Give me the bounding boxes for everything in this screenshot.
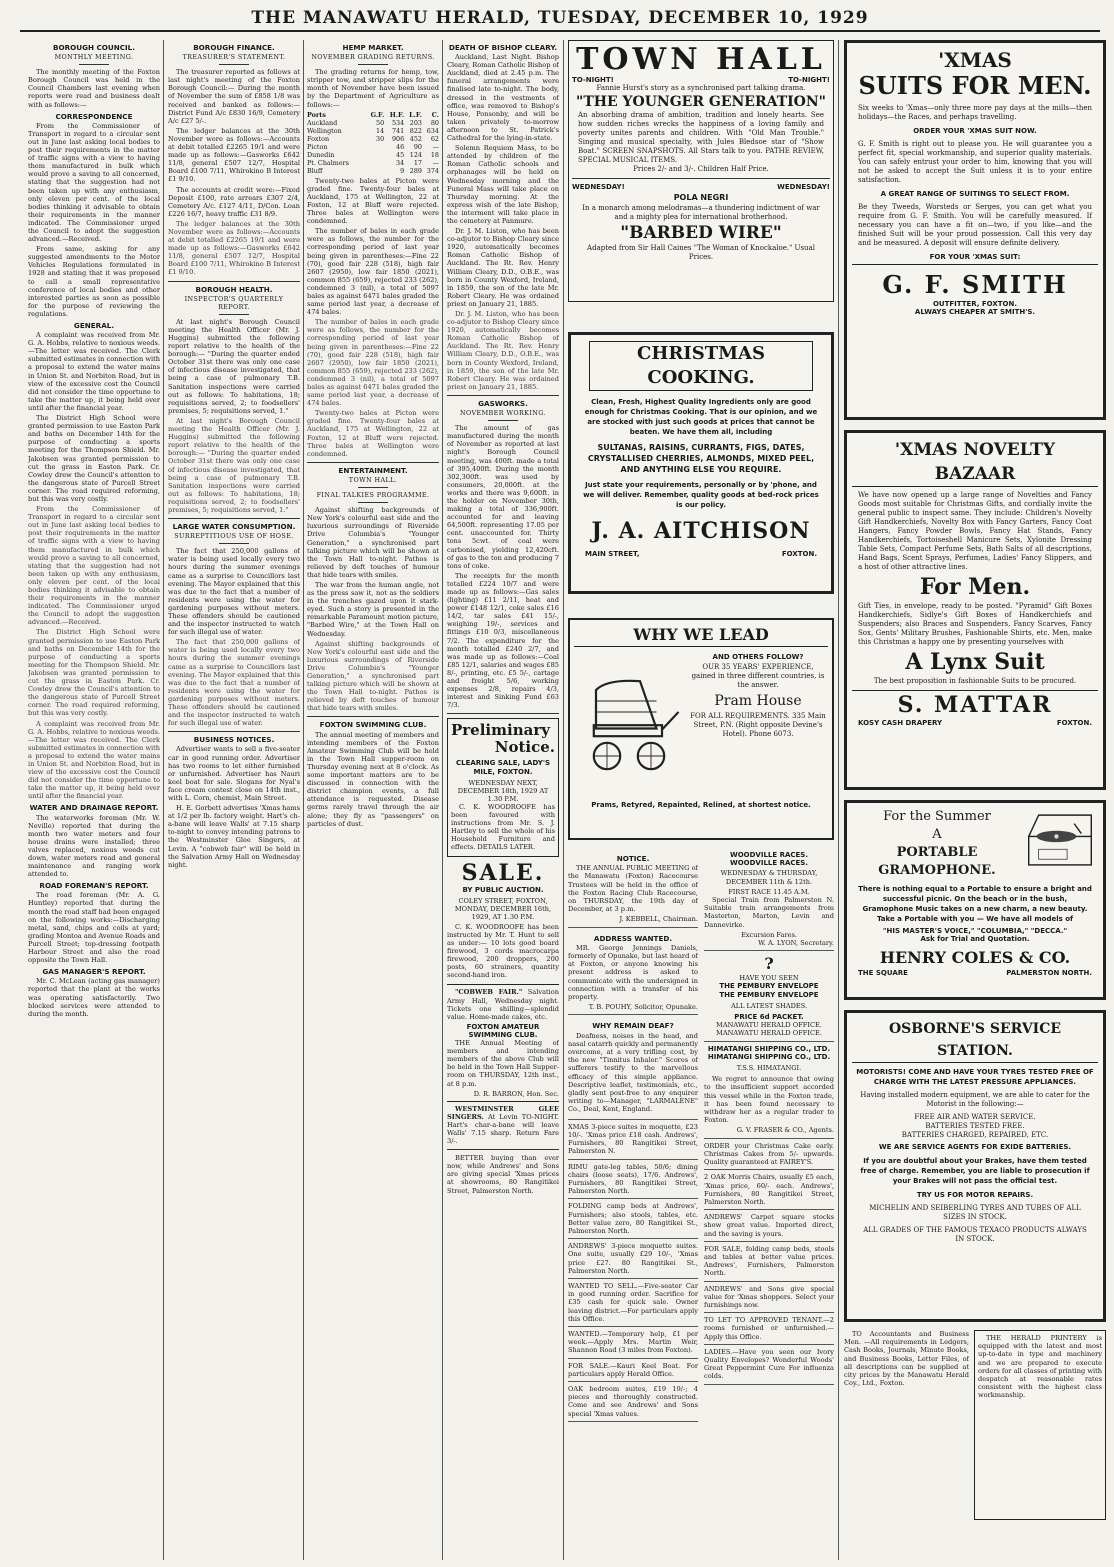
article-paragraph: The monthly meeting of the Foxton Borough Council was held in the Council Chambers last evening when reports were read and business dealt with as follows:— [28, 68, 160, 109]
list-item: WANTED TO SELL.—Five-seater Car in good running order. Sacrifice for £35 cash for quick sale. Owner leaving district.—For particulars apply this Office. [568, 1279, 698, 1327]
notice-body: Deafness, noises in the head, and nasal catarrh quickly and permanently overcome, at a very trifling cost, by the new "Tinnitus Inhaler." Scores of sufferers testify to the marvellous efficacy of this simple appliance. Descriptive leaflet, testimonials, etc., gladly sent post-free to any enquirer writing to—Manager, "LARMALENE" Co., Deal, Kent, England. [568, 1031, 698, 1114]
subhead: NOVEMBER WORKING. [447, 409, 559, 421]
article-paragraph: From same, asking for any suggested amendments to the Motor Vehicles Regulations formulated in 1928 and stating that it was proposed to call a small representative conference of local bodies and other interested parties as soon as possible for the purpose of reviewing the regulations. [28, 245, 160, 318]
film-title: "BARBED WIRE" [620, 223, 782, 243]
ad-service: BATTERIES TESTED FREE. [925, 1122, 1025, 1130]
ad-signature: W. A. LYON, Secretary. [758, 939, 834, 948]
article-paragraph: From the Commissioner of Transport in regard to a circular sent out in June last asking local bodies to post their requirements in the matter of traffic signs with a view to having them manufactured in bulk which would prove a saving to all concerned, stating that the suggestion had not been taken up with any enthusiasm, only eleven per cent. of the local bodies thinking it advisable to obtain their requirements in the manner indicated. The Commissioner urged the Council to adopt the suggestion advanced.—Received. [28, 121, 160, 244]
westminster-ad [447, 1102, 559, 1200]
column-rule [163, 40, 164, 1560]
table-row [307, 143, 439, 151]
article-paragraph: Dr. J. M. Liston, who has been co-adjutor to Bishop Cleary since 1920, automatically becomes Roman Catholic Bishop of Auckland. The Rt. Rev. Henry William Cleary, D.D., O.B.E., was born in County Wexford, Ireland, in 1859, the son of the late Mr. Robert Cleary. He was ordained priest on January 21, 1885. [447, 310, 559, 391]
table-cell: 124 [409, 150, 422, 159]
list-item: LADIES.—Have you seen our Ivory Quality Envelopes? Wonderful Woods' Great Peppermint Cure For influenza colds. [704, 1345, 834, 1385]
table-cell: — [432, 158, 439, 167]
divider [447, 395, 559, 396]
masthead-title: THE MANAWATU HERALD, TUESDAY, DECEMBER 10, 1929 [251, 8, 869, 28]
ad-ask: Ask for Trial and Quotation. [920, 935, 1030, 943]
ad-subtitle: For Men. [919, 574, 1031, 600]
list-item: ORDER your Christmas Cake early. Christmas Cakes from 5/- upwards. Quality guaranteed at FAIREY'S. [704, 1139, 834, 1171]
article-paragraph: Advertiser wants to sell a five-seater car in good running order. Advertiser has two rooms to let either furnished or unfurnished. Advertiser has Nauri keel boat for sale. Slogans for Nyal's face cream contest close on 14th inst., with L. Corn, chemist, Main Street. [168, 745, 300, 802]
column-rule [563, 40, 564, 1560]
subheadline: ROAD FOREMAN'S REPORT. [39, 881, 149, 891]
grading-table [307, 111, 439, 175]
ad-date: WEDNESDAY NEXT, DECEMBER 18th, 1929 AT 1.30 P.M. [457, 778, 549, 803]
ad-name: HENRY COLES & CO. [879, 948, 1071, 967]
film-title: "THE YOUNGER GENERATION" [576, 94, 826, 110]
table-row [307, 127, 439, 135]
list-item: ANDREWS' 3-piece moquette suites. One suite, usually £29 10/-, 'Xmas price £27. 80 Rangitikei St., Palmerston North. [568, 1239, 698, 1279]
table-cell: 289 [409, 166, 422, 175]
table-cell: H.F. [389, 110, 405, 119]
ad-body: C. K. WOODROOFE has been favoured with instructions from Mr. S. J. Hartley to sell the whole of his Household Furniture and effects. DETAILS LATER. [451, 802, 555, 852]
table-cell: 634 [426, 126, 439, 135]
divider [447, 713, 559, 714]
ad-signature: G. V. FRASER & CO., Agents. [736, 1126, 834, 1135]
table-cell: 741 [391, 126, 405, 135]
list-item: TO LET TO APPROVED TENANT.—2 rooms furnished or unfurnished.—Apply this Office. [704, 1313, 834, 1345]
ad-location: COLEY STREET, FOXTON, MONDAY, DECEMBER 16th, 1929, AT 1.30 P.M. [454, 896, 552, 921]
table-cell: Dunedin [307, 150, 335, 159]
table-cell: 374 [426, 166, 439, 175]
ad-title: PORTABLE [896, 845, 978, 860]
table-cell: 17 [413, 158, 422, 167]
ad-town: FOXTON. [1056, 719, 1092, 727]
ad-have: HAVE YOU SEEN [739, 974, 799, 983]
herald-printery-ad [974, 1330, 1106, 1520]
ad-title: "COBWEB FAIR." [455, 988, 523, 997]
ad-body: If you are doubtful about your Brakes, have them tested free of charge. Remember, you are liable to prosecution if your Brakes will not pass the official test. [860, 1157, 1090, 1185]
xmas-suits-ad [844, 40, 1106, 420]
ad-office: MANAWATU HERALD OFFICE. [716, 1021, 822, 1030]
column-bishop-cleary [447, 40, 559, 1562]
ad-title: WHY WE LEAD [574, 624, 828, 647]
headline: BOROUGH FINANCE. [193, 43, 275, 52]
table-cell: 46 [396, 142, 405, 151]
table-cell: 34 [396, 158, 405, 167]
ad-title: GRAMOPHONE. [878, 863, 996, 878]
table-row [307, 119, 439, 127]
list-item: WANTED.—Temporary help, £1 per week.—Apply Mrs. Martin Weir, Shannon Road (3 miles from Foxton). [568, 1327, 698, 1359]
headline: ENTERTAINMENT. [338, 465, 408, 475]
classifieds-right [704, 848, 834, 1562]
ad-service: FREE AIR AND WATER SERVICE. [914, 1113, 1036, 1121]
headline: FOXTON SWIMMING CLUB. [319, 720, 427, 730]
ad-title: A [932, 827, 942, 842]
notice-title: ADDRESS WANTED. [593, 933, 673, 943]
table-row [307, 151, 439, 159]
table-row [307, 167, 439, 175]
ad-price: PRICE 6d PACKET. [734, 1013, 804, 1022]
article-paragraph: The road foreman (Mr. A. G. Huntley) reported that during the month the road staff had been engaged on the following works:—Discharging metal, sand, chips and coils at yard; grading Montoa and Avenue Roads and Purcell Street; top-dressing footpath Harbour Street and also the road opposite the Town Hall. [28, 891, 160, 965]
table-cell: Foxton [307, 134, 330, 143]
ad-title: WESTMINSTER GLEE SINGERS. [447, 1104, 559, 1121]
ad-title: For the Summer [883, 809, 991, 824]
pram-icon [574, 653, 684, 793]
divider [447, 1149, 559, 1150]
subhead: INSPECTOR'S QUARTERLY REPORT. [168, 295, 300, 315]
table-cell: Picton [307, 142, 328, 151]
list-item: FOR SALE.—Kauri Keel Boat. For particulars apply Herald Office. [568, 1359, 698, 1382]
list-item: OAK bedroom suites, £19 19/-; 4 pieces and thoroughly constructed. Come and see Andrews' and Sons special 'Xmas values. [568, 1382, 698, 1422]
ad-body: Clean, Fresh, Highest Quality Ingredients only are good enough for Christmas Cooking. That is our opinion, and we are stocked with just such goods at prices that cannot be beaten. We have them all, including [584, 398, 818, 436]
list-item: ANDREWS' and Sons give special value for 'Xmas shoppers. Select your furnishings now. [704, 1282, 834, 1314]
table-cell: Pt. Chalmers [307, 158, 349, 167]
article-paragraph: The number of bales in each grade were as follows, the number for the corresponding period of last year being given in parentheses:—Fine 22 (70), good fair 228 (518), high fair 2607 (2950), low fair 1850 (2021), common 855 (659), rejected 233 (262), condemned 3 (nil), a total of 5097 bales as against 6471 bales graded the same period last year, a decrease of 474 bales. [307, 318, 439, 408]
ad-body: FOR ALL REQUIREMENTS. 335 Main Street, P.N. (Right opposite Devine's Hotel). Phone 6073. [690, 712, 826, 738]
notice-signature: T. B. POUHY, Solicitor, Opunake. [588, 1003, 698, 1012]
table-cell [365, 159, 384, 167]
article-paragraph: The war from the human angle, not as the press saw it, not as the soldiers in the trenches gazed upon it stark-eyed. Such a story is presented in the remarkable Paramount motion picture, "Barbed Wire," at the Town Hall on Wednesday. [307, 580, 439, 638]
woodville-races-ad [704, 848, 834, 951]
table-cell: Wellington [307, 126, 342, 135]
table-cell: 80 [430, 118, 439, 127]
subhead: TOWN HALL. [307, 476, 439, 488]
article-paragraph: The number of bales in each grade were as follows, the number for the corresponding period of last year being given in parentheses:—Fine 22 (70), good fair 228 (518), high fair 2607 (2950), low fair 1850 (2021), common 855 (659), rejected 233 (262), condemned 3 (nil), a total of 5097 bales as against 6471 bales graded the same period last year, a decrease of 474 bales. [307, 227, 439, 317]
table-cell: 18 [430, 150, 439, 159]
article-paragraph: The fact that 250,000 gallons of water is being used locally every two hours during the summer evenings came as a surprise to Councillors last evening. The Mayor explained that this was due to the fact that a number of residents were using the water for gardening purposes without meters. These offenders should be cautioned and the inspector instructed to watch for such illegal use of water. [168, 638, 300, 728]
ad-body: TO Accountants and Business Men. —All requirements in Ledgers, Cash Books, Journals, Minute Books, and Business Books, Letter Files, of all descriptions can be supplied at city prices by the Manawatu Herald Coy., Ltd., Foxton. [844, 1330, 969, 1388]
christmas-cooking-ad [568, 332, 834, 594]
list-item: FOLDING camp beds at Andrews', Furnishers; also stools, tables, etc. Better value zero, 80 Rangitikei St., Palmerston North. [568, 1199, 698, 1239]
ad-title: Preliminary [451, 721, 550, 740]
ad-subtitle: AND OTHERS FOLLOW? [712, 653, 804, 661]
masthead [20, 6, 1100, 32]
subheadline: CORRESPONDENCE [55, 111, 133, 121]
ad-texaco: ALL GRADES OF THE FAMOUS TEXACO PRODUCTS ALWAYS IN STOCK. [863, 1226, 1087, 1243]
ad-tonight-right: TO-NIGHT! [788, 76, 830, 84]
ad-range: A GREAT RANGE OF SUITINGS TO SELECT FROM. [880, 190, 1070, 198]
column-borough-finance [168, 40, 300, 1562]
article-paragraph: Mr. C. McLean (acting gas manager) reported that the plant at the works was operating satisfactorily. Two blocked services were attended to during the month. [28, 977, 160, 1018]
article-paragraph: The receipts for the month totalled £224 10/7 and were made up as follows:—Gas sales (lighting) £11 2/11, heat and power £148 12/1, coke sales £16 14/2, tar sales £41 15/-, weighing 19/-, services and fittings £10 0/3, miscellaneous 7/2. The expenditure for the month totalled £240 2/7, and was made up as follows:—Coal £85 12/1, salaries and wages £85 8/-, printing, etc. £5 5/-, cartage and freight 5/6, working expenses 2/8, repairs 4/3, interest and Sinking Fund £63 7/3. [447, 571, 559, 710]
table-cell [365, 143, 384, 151]
ad-trade: OUTFITTER, FOXTON. [932, 300, 1018, 308]
table-cell: Auckland [307, 118, 338, 127]
notice-title: NOTICE. [616, 854, 650, 863]
table-cell: — [432, 142, 439, 151]
headline: BUSINESS NOTICES. [193, 735, 275, 745]
divider [307, 716, 439, 717]
ad-body: In a monarch among melodramas—a thundering indictment of war and a mighty plea for international brotherhood. [582, 204, 820, 221]
town-hall-ad [568, 40, 834, 302]
sale-ad [447, 857, 559, 985]
ad-service: WE ARE SERVICE AGENTS FOR EXIDE BATTERIES. [878, 1143, 1072, 1151]
ad-models: "HIS MASTER'S VOICE," "COLUMBIA," "DECCA." [882, 927, 1068, 935]
headline: DEATH OF BISHOP CLEARY. [448, 43, 558, 52]
ad-body: We regret to announce that owing to the insufficient support accorded this vessel while in the Foxton trade, it has been found necessary to withdraw her as a regular trader to Foxton. [704, 1075, 834, 1125]
ad-prices: Prices 2/- and 3/-. Children Half Price. [633, 165, 769, 173]
subheadline: WATER AND DRAINAGE REPORT. [29, 803, 159, 813]
ad-title: HIMATANGI SHIPPING CO., LTD. [707, 1044, 831, 1053]
article-paragraph: The District High School were granted permission to use Easton Park and baths on December 14th for the purpose of conducting a sports meeting for the Thompson Shield. Mr. Jakobsen was granted permission to cut the grass in Easton Park. Cr. Cowley drew the Council's attention to the dangerous state of Purcell Street corner. The road required reforming, but this was very costly. [28, 414, 160, 503]
table-cell: 90 [413, 142, 422, 151]
ad-product: A Lynx Suit [905, 649, 1045, 675]
question-mark: ? [764, 954, 774, 974]
ad-shades: ALL LATEST SHADES. [730, 1001, 808, 1010]
ad-body: BETTER buying than ever now, while Andrews' and Sons are giving special 'Xmas prices at showrooms, 80 Rangitikei Street, Palmerston North. [447, 1154, 559, 1195]
ad-body: Just state your requirements, personally or by 'phone, and we will deliver. Remember, quality goods at bed-rock prices is our policy. [583, 481, 819, 509]
article-paragraph: Auckland, Last Night. Bishop Cleary, Roman Catholic Bishop of Auckland, died at 2.45 p.m. The funeral arrangements were finalised late to-night. The body, dressed in the vestments of office, was removed to Bishop's House, Ponsonby, and will be taken privately to-morrow afternoon to St. Patrick's Cathedral for the lying-in-state. [447, 53, 559, 143]
ad-name: Pram House [714, 693, 802, 709]
table-cell [365, 151, 384, 159]
ad-date: WEDNESDAY & THURSDAY, DECEMBER 11th & 12th. [720, 869, 818, 886]
table-cell: 452 [409, 134, 422, 143]
ad-tagline: ALWAYS CHEAPER AT SMITH'S. [914, 308, 1036, 316]
table-cell: 534 [391, 118, 405, 127]
table-cell: L.F. [409, 110, 422, 119]
table-cell [365, 167, 384, 175]
table-cell: G.F. [370, 110, 385, 119]
ad-title: THE PEMBURY ENVELOPE [719, 990, 819, 999]
headline: GASWORKS. [478, 398, 528, 408]
ad-for: FOR YOUR 'XMAS SUIT: [852, 253, 1098, 265]
accountants-ad [844, 1330, 969, 1560]
table-cell: 50 [376, 118, 385, 127]
table-cell: 30 [376, 134, 385, 143]
list-item: RIMU gate-leg tables, 50/6; dining chairs (loose seats), 17/6. Andrews', Furnishers, 80 Rangitikei Street, Palmerston North. [568, 1160, 698, 1200]
divider [168, 518, 300, 519]
divider [572, 178, 830, 179]
article-paragraph: Twenty-two bales at Picton were graded fine. Twenty-four bales at Auckland, 175 at Wellington, 22 at Foxton, 12 at Bluff were rejected. Three bales at Wellington were condemned. [307, 176, 439, 226]
ad-body: G. F. Smith is right out to please you. He will guarantee you a perfect fit, special workmanship, and superior quality materials. You can safely entrust your order to him, knowing that you will not be asked to accept the Suit unless it is to your entire satisfaction. [858, 140, 1092, 184]
list-item: ANDREWS' Carpet square stocks show great value. Imported direct, and the saving is yours. [704, 1210, 834, 1242]
ad-body: C. K. WOODROOFE has been instructed by Mr. T. Hunt to sell as under:— 10 lots good board firewood, 3 cords macrocarpa firewood, 200 droppers, 200 posts, 60 strainers, quantity second-hand iron. [447, 922, 559, 980]
ad-try: TRY US FOR MOTOR REPAIRS. [916, 1191, 1034, 1199]
divider [168, 281, 300, 282]
list-item: 2 OAK Morris Chairs, usually £5 each, 'Xmas price, 60/- each. Andrews', Furnishers, 80 Rangitikei Street, Palmerston North. [704, 1170, 834, 1210]
ad-body: THE HERALD PRINTERY is equipped with the latest and most up-to-date in type and machinery and we are prepared to execute orders for all classes of printing with despatch at reasonable rates consistent with the highest class workmanship. [978, 1334, 1102, 1400]
table-cell: 906 [391, 134, 405, 143]
ad-subtitle: BY PUBLIC AUCTION. [462, 886, 544, 895]
star-name: POLA NEGRI [673, 193, 729, 202]
table-cell: C. [431, 110, 439, 119]
ad-body: OUR 35 YEARS' EXPERIENCE, gained in three different countries, is the answer. [691, 663, 825, 689]
article-paragraph: The District High School were granted permission to use Easton Park and baths on December 14th for the purpose of conducting a sports meeting for the Thompson Shield. Mr. Jakobsen was granted permission to cut the grass in Easton Park. Cr. Cowley drew the Council's attention to the dangerous state of Purcell Street corner. The road required reforming, but this was very costly. [28, 628, 160, 718]
ad-title: Notice. [494, 738, 555, 757]
subhead: NOVEMBER GRADING RETURNS. [307, 53, 439, 65]
divider [307, 462, 439, 463]
ad-fares: Excursion Fares. [740, 930, 798, 939]
ad-shop: KOSY CASH DRAPERY [858, 719, 943, 727]
notice-body: THE ANNUAL PUBLIC MEETING of the Manawatu (Foxton) Racecourse Trustees will be held in the office of the Foxton Racing Club Racecourse, on THURSDAY, the 19th day of December, at 3 p.m. [568, 864, 698, 914]
article-paragraph: The ledger balances at the 30th November were as follows:—Accounts at debit totalled £2265 19/1 and were made up as follows:—Gasworks £642 11/8, general £507 12/7, Hospital Board £100 7/11, Whirokino B Interest £1 9/10. [168, 126, 300, 184]
subhead: TREASURER'S STATEMENT. [168, 53, 300, 65]
article-paragraph: Solemn Requiem Mass, to be attended by children of the Roman Catholic schools and orphanages will be held on Wednesday morning and the Funeral Mass will take place on Thursday morning. At the express wish of the late Bishop, the interment will take place in the cemetery at Panmure. [447, 144, 559, 225]
himatangi-shipping-ad [704, 1042, 834, 1139]
ad-body: THE Annual Meeting of members and intending members of the above Club will be held in the Town Hall Supper-room on THURSDAY, 12th inst., at 8 p.m. [447, 1039, 559, 1088]
pembury-envelope-ad [704, 951, 834, 1041]
ad-title: HIMATANGI SHIPPING CO., LTD. [707, 1052, 831, 1061]
article-paragraph: From the Commissioner of Transport in regard to a circular sent out in June last asking local bodies to post their requirements in the matter of traffic signs with a view to having them manufactured in bulk which would prove a saving to all concerned, stating that the suggestion had not been taken up with any enthusiasm, only eleven per cent. of the local bodies thinking it advisable to obtain their requirements in the manner indicated. The Commissioner urged the Council to adopt the suggestion advanced.—Received. [28, 505, 160, 627]
ad-title: WOODVILLE RACES. [729, 851, 809, 859]
small-ads-list [568, 1120, 698, 1422]
ad-title: WOODVILLE RACES. [729, 859, 809, 868]
cobweb-fair-ad [447, 985, 559, 1101]
ad-subtitle: CLEARING SALE, LADY'S MILE, FOXTON. [455, 759, 551, 776]
classifieds-left [568, 848, 698, 1562]
article-paragraph: The amount of gas manufactured during the month of November as reported at last night's Borough Council meeting, was 400ft. made a total of 395,400ft. During the month 302,300ft. was used by consumers, 20,000ft. at the works and there was 9,600ft. in the holder on November 30th, making a total of 336,900ft. accounted for and leaving 64,500ft. representing 17.05 per cent. unaccounted for. Thirty tons 5cwt. of coal were carbonised, yielding 12,420cft. of gas to the ton and producing 7 tons of coke. [447, 424, 559, 570]
ad-address: THE SQUARE [858, 969, 908, 977]
ad-subtitle: FOXTON AMATEUR SWIMMING CLUB. [466, 1022, 540, 1039]
novelty-bazaar-ad [844, 430, 1106, 790]
table-cell: Ports [307, 110, 326, 119]
ad-office: MANAWATU HERALD OFFICE. [716, 1029, 822, 1038]
table-cell: Bluff [307, 166, 323, 175]
ad-tyres: MICHELIN AND SEIBERLING TYRES AND TUBES OF ALL SIZES IN STOCK. [869, 1204, 1081, 1221]
ad-order: ORDER YOUR 'XMAS SUIT NOW. [913, 127, 1037, 135]
table-row [307, 159, 439, 167]
ad-body: An absorbing drama of ambition, tradition and lonely hearts. See how sudden riches wrecks the happiness of a loving family and poverty unites parents and children. With "Old Man Trouble." Singing and musical specialty, with Jules Bledsoe star of "Show Boat." SCREEN SNAPSHOTS. All Stars talk to you. PATHE REVIEW, SPECIAL MUSICAL ITEMS. [578, 111, 824, 164]
ad-wednesday-left: WEDNESDAY! [572, 183, 625, 191]
ad-footer: Prams, Retyred, Repainted, Relined, at shortest notice. [591, 801, 811, 809]
table-cell: 14 [376, 126, 385, 135]
article-paragraph: Against shifting backgrounds of New York's colourful east side and the luxurious surroundings of Riverside Drive Columbia's "Younger Generation," a synchronised part talking picture which will be shown at the Town Hall to-night. Pathos is relieved by deft touches of humour that hide tears with smiles. [307, 506, 439, 579]
headline: LARGE WATER CONSUMPTION. [172, 522, 296, 532]
article-paragraph: The ledger balances at the 30th November were as follows:—Accounts at debit totalled £2265 19/1 and were made up as follows:—Gasworks £642 11/8, general £507 12/7, Hospital Board £100 7/11, Whirokino B Interest £1 9/10. [168, 219, 300, 277]
ad-town: FOXTON. [781, 550, 817, 558]
article-paragraph: Twenty-two bales at Picton were graded fine. Twenty-four bales at Auckland, 175 at Wellington, 22 at Foxton, 12 at Bluff were rejected. Three bales at Wellington were condemned. [307, 409, 439, 458]
ad-first-race: FIRST RACE 11.45 A.M. [728, 887, 810, 896]
ad-service: BATTERIES CHARGED, REPAIRED, ETC. [901, 1131, 1049, 1139]
headline: HEMP MARKET. [342, 43, 404, 52]
table-row [307, 135, 439, 143]
ad-body: MOTORISTS! COME AND HAVE YOUR TYRES TESTED FREE OF CHARGE WITH THE LATEST PRESSURE APPLIANCES. [856, 1068, 1094, 1086]
notice-address-wanted [568, 928, 698, 1016]
ad-body: Be they Tweeds, Worsteds or Serges, you can get what you require from G. F. Smith. You will be carefully measured. If necessary you can have a fit on—two, if you like—and the finished Suit will be your proud possession. Call this very day and be measured. A deposit will ensure definite delivery. [858, 203, 1092, 247]
subheadline: GAS MANAGER'S REPORT. [42, 967, 146, 977]
table-cell: 62 [430, 134, 439, 143]
subhead: MONTHLY MEETING. [28, 53, 160, 65]
divider [168, 731, 300, 732]
ad-name: G. F. SMITH [882, 270, 1068, 299]
ad-body: Having installed modern equipment, we are able to cater for the Motorist in the following:— [860, 1091, 1090, 1108]
ad-body: There is nothing equal to a Portable to ensure a bright and successful picnic. On the beach or in the bush, Gramophone Music takes on a new charm, a new beauty. Take a Portable with you — We have all models of [858, 885, 1092, 923]
table-row [307, 111, 439, 119]
ad-title: 'XMAS NOVELTY BAZAAR [852, 438, 1098, 487]
article-paragraph: The annual meeting of members and intending members of the Foxton Amateur Swimming Club will be held in the Town Hall supper-room on Thursday evening next at 8 o'clock. As some important matters are to be discussed in connection with the district champion events, a full attendance is requested. Disease germs rarely travel through the air alone; they fly as "passengers" on particles of dust. [307, 730, 439, 828]
headline: BOROUGH HEALTH. [195, 284, 273, 294]
small-ads-list [704, 1139, 834, 1385]
ad-body: We have now opened up a large range of Novelties and Fancy Goods most suitable for Christmas Gifts, and cordially invite the general public to inspect same. They include: Children's Novelty Gift Handkerchiefs, Novelty Box with Fancy Garters, Fancy Coat Hangers, Fancy Powder Bowls, Fancy Hat Stands, Fancy Handkerchiefs, Tortoiseshell Manicure Sets, Xylonite Dressing Table Sets, Compact Perfume Sets, Bath Salts of all descriptions, Hand Bags, Scent Sprays, Perfumes, Ladies' Fancy Slippers, and a host of other attractive lines. [858, 491, 1092, 571]
ad-body: At Levin TO-NIGHT. Hart's char-a-bane will leave Walls' 7.15 sharp. Return Fare 3/-. [447, 1112, 559, 1146]
ad-ship: T.S.S. HIMATANGI. [736, 1064, 802, 1073]
ad-body: Special Train from Palmerston N. Suitable train arrangements from Masterton, Marton, Levin and Dannevirke. [704, 896, 834, 929]
osborne-service-station-ad [844, 1010, 1106, 1322]
ad-title: SALE. [461, 860, 545, 887]
ad-name: S. MATTAR [852, 690, 1098, 719]
ad-title: CHRISTMAS COOKING. [589, 341, 813, 391]
column-rule [442, 40, 443, 1560]
ad-name: J. A. AITCHISON [591, 518, 811, 544]
notice-signature: J. KEBBELL, Chairman. [619, 915, 698, 924]
ad-body: The best proposition in fashionable Suits to be procured. [873, 677, 1077, 685]
article-paragraph: The accounts at credit were:—Fixed Deposit £100, rate arrears £307 2/4, Cemetery A/c. £127 4/11, D/Con. Loan £226 16/7, heavy traffic £31 8/9. [168, 185, 300, 218]
column-rule [838, 40, 839, 1560]
list-item: FOR SALE, folding camp beds, stools and tables at better value prices. Andrews', Furnishers, Palmerston North. [704, 1242, 834, 1282]
article-paragraph: The waterworks foreman (Mr. W. Neville) reported that during the month two water meters and four house drains were installed; three valves replaced, noxious weeds cut down, water meters read and general maintenance and ranging work attended to. [28, 813, 160, 879]
ad-body: Adapted from Sir Hall Caines "The Woman of Knockaloe." Usual Prices. [587, 244, 815, 261]
notice-racecourse [568, 848, 698, 928]
headline: BOROUGH COUNCIL. [53, 43, 135, 52]
ad-body: Gift Ties, in envelope, ready to be posted. "Pyramid" Gift Boxes Handkerchiefs, Sidlye's Gift Boxes of Handkerchiefs and Suspenders; also Braces and Suspenders, Fancy Scarves, Fancy Sox, Gents' Military Brushes, Fashionable Shirts, etc. Men, make this Christmas a happy one by presenting yourselves with [858, 602, 1092, 646]
article-paragraph: H. E. Gorbett advertises 'Xmas hams at 1/2 per lb. factory weight. Hart's ch-a-bane will leave Walls' at 7.15 sharp to-night to convey intending patrons to the Westminster Glee Singers, at Levin. A "cobweb fair" will be held in the Salvation Army Hall on Wednesday night. [168, 804, 300, 869]
ad-signature: D. R. BARRON, Hon. Sec. [473, 1089, 559, 1098]
article-paragraph: The treasurer reported as follows at last night's meeting of the Foxton Borough Council:— During the month of November the sum of £858 1/8 was received and banked as follows:—District Fund A/c £830 16/9, Cemetery A/c £27 5/-. [168, 68, 300, 125]
notice-deafness [568, 1015, 698, 1119]
table-cell: 45 [396, 150, 405, 159]
ad-title: OSBORNE'S SERVICE STATION. [852, 1018, 1098, 1063]
column-rule [303, 40, 304, 1560]
table-cell: 822 [409, 126, 422, 135]
table-cell: 203 [409, 118, 422, 127]
ad-title: TOWN HALL [576, 42, 826, 77]
article-paragraph: Dr. J. M. Liston, who has been co-adjutor to Bishop Cleary since 1920, automatically becomes Roman Catholic Bishop of Auckland. The Rt. Rev. Henry William Cleary, D.D., O.B.E., was born in County Wexford, Ireland, in 1859, the son of the late Mr. Robert Cleary. He was ordained priest on January 21, 1885. [447, 227, 559, 308]
ad-intro: Fannie Hurst's story as a synchronised part talking drama. [596, 84, 806, 92]
ad-wednesday-right: WEDNESDAY! [777, 183, 830, 191]
ad-town: PALMERSTON NORTH. [1006, 969, 1092, 977]
article-paragraph: A complaint was received from Mr. G. A. Hobbs, relative to noxious weeds.—The letter was received. The Clerk submitted estimates in connection with a proposal to extend the water mains in Union St. and Norbiton Road, but in view of the excessive cost the Council did not consider the time opportune to take the matter up, it being held over until after the financial year. [28, 331, 160, 412]
column-hemp-market [307, 40, 439, 1562]
subhead: SURREPTITIOUS USE OF HOSE. [168, 532, 300, 544]
article-paragraph: Against shifting backgrounds of New York's colourful east side and the luxurious surroundings of Riverside Drive Columbia's "Younger Generation," a synchronised part talking picture which will be shown at the Town Hall to-night. Pathos is relieved by deft touches of humour that hide tears with smiles. [307, 639, 439, 713]
subhead: FINAL TALKIES PROGRAMME. [307, 491, 439, 503]
subheadline: GENERAL. [73, 321, 115, 330]
pram-house-ad [568, 618, 834, 840]
article-paragraph: The grading returns for hemp, tow, stripper tow, and stripper slips for the month of November have been issued by the Department of Agriculture as follows:— [307, 68, 439, 109]
notice-title: WHY REMAIN DEAF? [592, 1021, 674, 1031]
gramophone-icon [1022, 808, 1098, 872]
ad-address: MAIN STREET, [585, 550, 640, 558]
article-paragraph: At last night's Borough Council meeting the Health Officer (Mr. J. Huggins) submitted the following report relative to the health of the borough:— "During the quarter ended October 31st there was only one case of infectious disease investigated, that being a case of pulmonary T.B. Sanitation inspections were carried out as follows: To habitations, 18; requisitions served, 2; to foodsellers' premises, 5; requisitions served, 1." [168, 416, 300, 514]
ad-title: SUITS FOR MEN. [858, 71, 1092, 100]
table-cell: 9 [400, 166, 405, 175]
list-item: XMAS 3-piece suites in moquette, £23 10/-. 'Xmas price £18 cash. Andrews', Furnishers, 80 Rangitikei Street, Palmerston N. [568, 1120, 698, 1160]
preliminary-notice-ad [447, 718, 559, 857]
column-borough-council [28, 40, 160, 1562]
ad-list: SULTANAS, RAISINS, CURRANTS, FIGS, DATES, CRYSTALLISED CHERRIES, ALMONDS, MIXED PEEL, AND ANYTHING ELSE YOU REQUIRE. [587, 443, 815, 474]
ad-body: Salvation Army Hall, Wednesday night. Tickets one shilling—splendid value. Home-made cakes, etc. [447, 988, 559, 1021]
article-paragraph: A complaint was received from Mr. G. A. Hobbs, relative to noxious weeds.—The letter was received. The Clerk submitted estimates in connection with a proposal to extend the water mains in Union St. and Norbiton Road, but in view of the excessive cost the Council did not consider the time opportune to take the matter up, it being held over until after the financial year. [28, 719, 160, 801]
ad-title: 'XMAS [938, 48, 1012, 72]
article-paragraph: The fact that 250,000 gallons of water is being used locally every two hours during the summer evenings came as a surprise to Councillors last evening. The Mayor explained that this was due to the fact that a number of residents were using the water for gardening purposes without meters. These offenders should be cautioned and the inspector instructed to watch for such illegal use of water. [168, 547, 300, 637]
ad-tonight-left: TO-NIGHT! [572, 76, 614, 84]
article-paragraph: At last night's Borough Council meeting the Health Officer (Mr. J. Huggins) submitted the following report relative to the health of the borough:— "During the quarter ended October 31st there was only one case of infectious disease investigated, that being a case of pulmonary T.B. Sanitation inspections were carried out as follows: To habitations, 18; requisitions served, 2; to foodsellers' premises, 5; requisitions served, 1." [168, 317, 300, 415]
notice-body: MR. George Jennings Daniels, formerly of Opunake, but last heard of at Foxton, or anyone knowing his present address is asked to communicate with the undersigned in connection with a transfer of his property. [568, 943, 698, 1002]
ad-title: THE PEMBURY ENVELOPE [719, 982, 819, 991]
gramophone-ad [844, 800, 1106, 1000]
ad-body: Six weeks to 'Xmas—only three more pay days at the mills—then holidays—the Races, and perhaps travelling. [858, 104, 1092, 121]
